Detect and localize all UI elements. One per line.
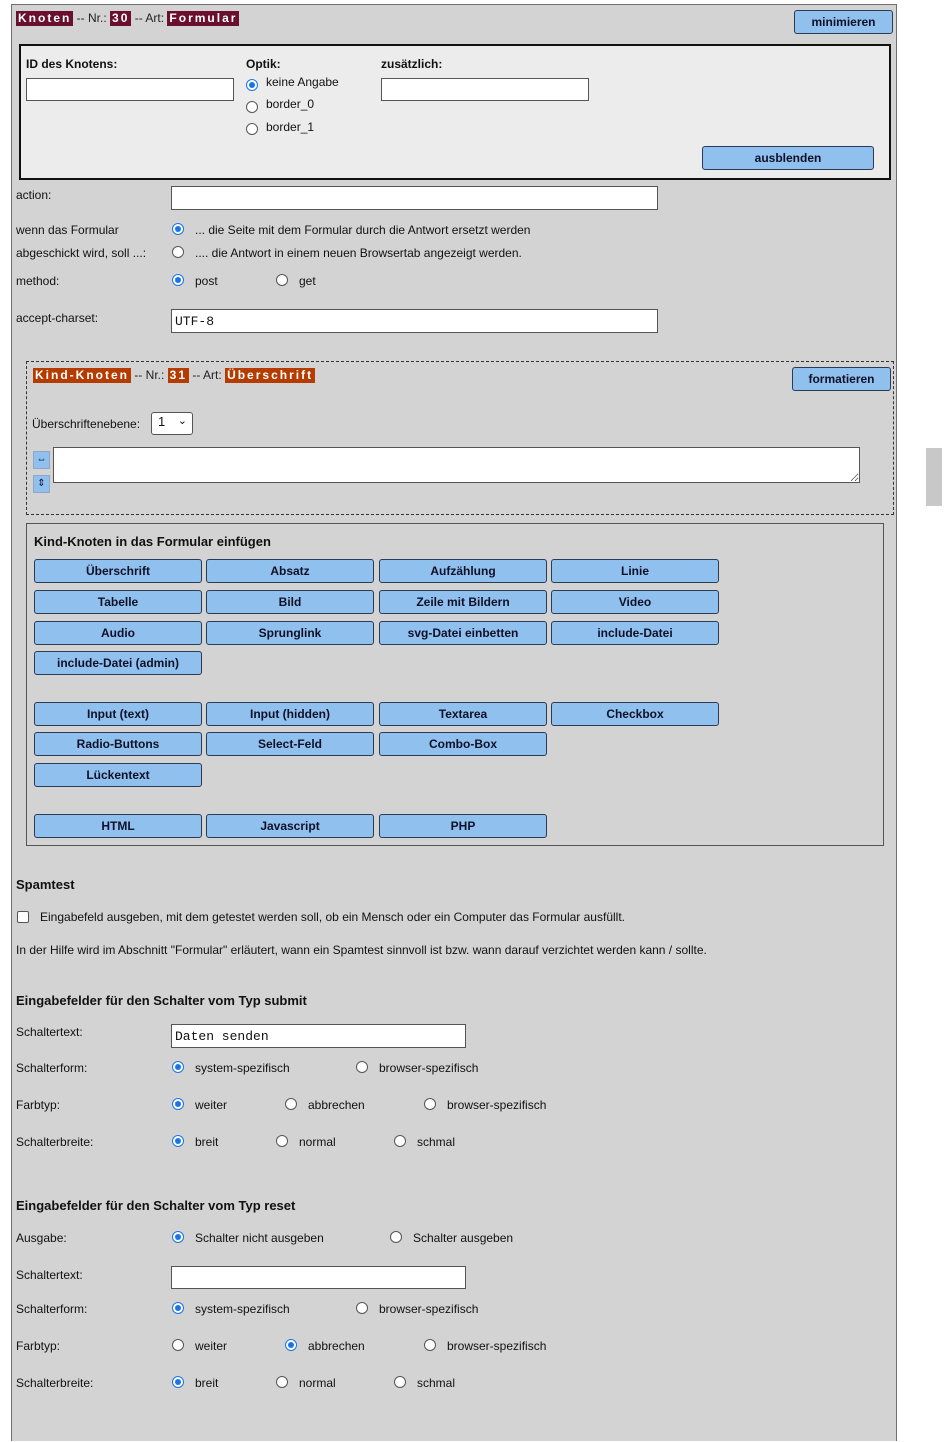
node-art-label: -- Art: xyxy=(134,11,165,25)
insert-textarea-button[interactable]: Textarea xyxy=(379,702,547,726)
reset-width-label: Schalterbreite: xyxy=(16,1376,94,1390)
optik-label: Optik: xyxy=(246,57,281,71)
insert-radio-button[interactable]: Radio-Buttons xyxy=(34,732,202,756)
insert-javascript-button[interactable]: Javascript xyxy=(206,814,374,838)
target-new-tab-radio[interactable] xyxy=(172,246,184,258)
optik-radio-border1[interactable] xyxy=(246,123,258,135)
method-post-radio[interactable] xyxy=(172,274,184,286)
insert-list-button[interactable]: Aufzählung xyxy=(379,559,547,583)
format-button[interactable]: formatieren xyxy=(792,367,891,391)
submit-form-browser-label: browser-spezifisch xyxy=(379,1061,479,1075)
submit-color-continue-label: weiter xyxy=(195,1098,228,1112)
optik-radio-none[interactable] xyxy=(246,79,258,91)
submit-color-browser-label: browser-spezifisch xyxy=(447,1098,547,1112)
action-input[interactable] xyxy=(171,186,658,210)
reset-width-wide-label: breit xyxy=(195,1376,219,1390)
heading-text-area[interactable] xyxy=(53,447,860,483)
id-input[interactable] xyxy=(26,78,234,101)
method-post-label: post xyxy=(195,274,218,288)
node-nr-label: -- Nr.: xyxy=(76,11,107,25)
insert-cloze-button[interactable]: Lückentext xyxy=(34,763,202,787)
submit-form-browser-radio[interactable] xyxy=(356,1061,368,1073)
insert-select-button[interactable]: Select-Feld xyxy=(206,732,374,756)
insert-image-row-button[interactable]: Zeile mit Bildern xyxy=(379,590,547,614)
reset-color-browser-label: browser-spezifisch xyxy=(447,1339,547,1353)
reset-form-browser-radio[interactable] xyxy=(356,1302,368,1314)
insert-image-button[interactable]: Bild xyxy=(206,590,374,614)
reset-form-browser-label: browser-spezifisch xyxy=(379,1302,479,1316)
hide-button[interactable]: ausblenden xyxy=(702,146,874,170)
insert-child-title: Kind-Knoten in das Formular einfügen xyxy=(34,534,271,549)
submit-width-normal-label: normal xyxy=(299,1135,336,1149)
heading-level-value: 1 xyxy=(158,414,166,429)
extra-input[interactable] xyxy=(381,78,589,101)
reset-output-none-radio[interactable] xyxy=(172,1231,184,1243)
submit-form-system-radio[interactable] xyxy=(172,1061,184,1073)
insert-combobox-button[interactable]: Combo-Box xyxy=(379,732,547,756)
reset-output-show-radio[interactable] xyxy=(390,1231,402,1243)
submit-form-system-label: system-spezifisch xyxy=(195,1061,290,1075)
insert-checkbox-button[interactable]: Checkbox xyxy=(551,702,719,726)
reset-color-continue-radio[interactable] xyxy=(172,1339,184,1351)
node-header xyxy=(16,11,239,26)
insert-input-hidden-button[interactable]: Input (hidden) xyxy=(206,702,374,726)
insert-line-button[interactable]: Linie xyxy=(551,559,719,583)
reset-color-browser-radio[interactable] xyxy=(424,1339,436,1351)
reset-color-continue-label: weiter xyxy=(195,1339,228,1353)
spamtest-checkbox[interactable] xyxy=(17,911,29,923)
insert-include-admin-button[interactable]: include-Datei (admin) xyxy=(34,651,202,675)
reset-form-system-label: system-spezifisch xyxy=(195,1302,290,1316)
insert-php-button[interactable]: PHP xyxy=(379,814,547,838)
child-art-value: Überschrift xyxy=(227,368,314,382)
child-nr-value: 31 xyxy=(169,368,188,382)
submit-color-browser-radio[interactable] xyxy=(424,1098,436,1110)
reset-color-cancel-label: abbrechen xyxy=(308,1339,365,1353)
charset-input[interactable] xyxy=(171,309,658,333)
heading-level-label: Überschriftenebene: xyxy=(32,417,141,431)
insert-svg-button[interactable]: svg-Datei einbetten xyxy=(379,621,547,645)
submit-form-label: Schalterform: xyxy=(16,1061,88,1075)
insert-include-button[interactable]: include-Datei xyxy=(551,621,719,645)
charset-label: accept-charset: xyxy=(16,311,99,325)
submit-width-narrow-radio[interactable] xyxy=(394,1135,406,1147)
reset-text-label: Schaltertext: xyxy=(16,1268,83,1282)
reset-section-title: Eingabefelder für den Schalter vom Typ reset xyxy=(16,1198,296,1213)
submit-width-wide-radio[interactable] xyxy=(172,1135,184,1147)
reset-width-narrow-label: schmal xyxy=(417,1376,456,1390)
submit-width-label: Schalterbreite: xyxy=(16,1135,94,1149)
insert-audio-button[interactable]: Audio xyxy=(34,621,202,645)
node-art-value: Formular xyxy=(169,11,238,25)
submit-width-narrow-label: schmal xyxy=(417,1135,456,1149)
method-label: method: xyxy=(16,274,60,288)
resize-vertical-icon[interactable]: ⇕ xyxy=(33,475,50,493)
heading-level-select[interactable] xyxy=(151,412,193,435)
insert-paragraph-button[interactable]: Absatz xyxy=(206,559,374,583)
submit-section-title: Eingabefelder für den Schalter vom Typ submit xyxy=(16,993,307,1008)
submit-text-label: Schaltertext: xyxy=(16,1025,83,1039)
resize-horizontal-icon[interactable]: ⇔ xyxy=(33,451,50,469)
child-nr-label: -- Nr.: xyxy=(134,368,165,382)
spamtest-title: Spamtest xyxy=(16,877,75,892)
submit-color-cancel-label: abbrechen xyxy=(308,1098,365,1112)
submit-target-label-2: abgeschickt wird, soll ...: xyxy=(16,246,147,260)
reset-width-wide-radio[interactable] xyxy=(172,1376,184,1388)
reset-width-narrow-radio[interactable] xyxy=(394,1376,406,1388)
child-node-header xyxy=(33,368,315,383)
reset-output-show-label: Schalter ausgeben xyxy=(413,1231,514,1245)
reset-output-none-label: Schalter nicht ausgeben xyxy=(195,1231,324,1245)
spamtest-checkbox-label: Eingabefeld ausgeben, mit dem getestet werden soll, ob ein Mensch oder ein Computer das Formular ausfüllt. xyxy=(40,910,625,924)
submit-target-label-1: wenn das Formular xyxy=(16,223,119,237)
insert-html-button[interactable]: HTML xyxy=(34,814,202,838)
reset-color-cancel-radio[interactable] xyxy=(285,1339,297,1351)
extra-label: zusätzlich: xyxy=(381,57,443,71)
reset-form-system-radio[interactable] xyxy=(172,1302,184,1314)
submit-color-label: Farbtyp: xyxy=(16,1098,61,1112)
method-get-label: get xyxy=(299,274,316,288)
chevron-down-icon: ⌄ xyxy=(177,415,187,427)
id-label: ID des Knotens: xyxy=(26,57,118,71)
submit-color-continue-radio[interactable] xyxy=(172,1098,184,1110)
target-same-radio[interactable] xyxy=(172,223,184,235)
node-type-tag: Knoten xyxy=(18,11,72,25)
optik-option-label: border_1 xyxy=(266,120,315,134)
reset-width-normal-radio[interactable] xyxy=(276,1376,288,1388)
method-get-radio[interactable] xyxy=(276,274,288,286)
node-nr-value: 30 xyxy=(112,11,130,25)
action-label: action: xyxy=(16,188,52,202)
submit-width-normal-radio[interactable] xyxy=(276,1135,288,1147)
minimize-button[interactable]: minimieren xyxy=(794,10,893,34)
target-same-label: ... die Seite mit dem Formular durch die Antwort ersetzt werden xyxy=(195,223,531,237)
spamtest-hint: In der Hilfe wird im Abschnitt "Formular" erläutert, wann ein Spamtest sinnvoll ist bzw. wann darauf verzichtet werden kann / sollte. xyxy=(16,943,707,957)
reset-output-label: Ausgabe: xyxy=(16,1231,67,1245)
child-type-tag: Kind-Knoten xyxy=(35,368,129,382)
reset-width-normal-label: normal xyxy=(299,1376,336,1390)
target-new-tab-label: .... die Antwort in einem neuen Browsertab angezeigt werden. xyxy=(195,246,522,260)
insert-heading-button[interactable]: Überschrift xyxy=(34,559,202,583)
reset-form-label: Schalterform: xyxy=(16,1302,88,1316)
reset-color-label: Farbtyp: xyxy=(16,1339,61,1353)
reset-text-input[interactable] xyxy=(171,1266,466,1289)
insert-input-text-button[interactable]: Input (text) xyxy=(34,702,202,726)
optik-option-label: keine Angabe xyxy=(266,75,339,89)
scrollbar-thumb[interactable] xyxy=(926,448,942,506)
submit-width-wide-label: breit xyxy=(195,1135,219,1149)
optik-radio-border0[interactable] xyxy=(246,101,258,113)
optik-option-label: border_0 xyxy=(266,97,315,111)
child-node-box xyxy=(26,361,894,515)
insert-jumplink-button[interactable]: Sprunglink xyxy=(206,621,374,645)
submit-text-input[interactable] xyxy=(171,1024,466,1048)
child-art-label: -- Art: xyxy=(192,368,222,382)
insert-video-button[interactable]: Video xyxy=(551,590,719,614)
submit-color-cancel-radio[interactable] xyxy=(285,1098,297,1110)
insert-table-button[interactable]: Tabelle xyxy=(34,590,202,614)
